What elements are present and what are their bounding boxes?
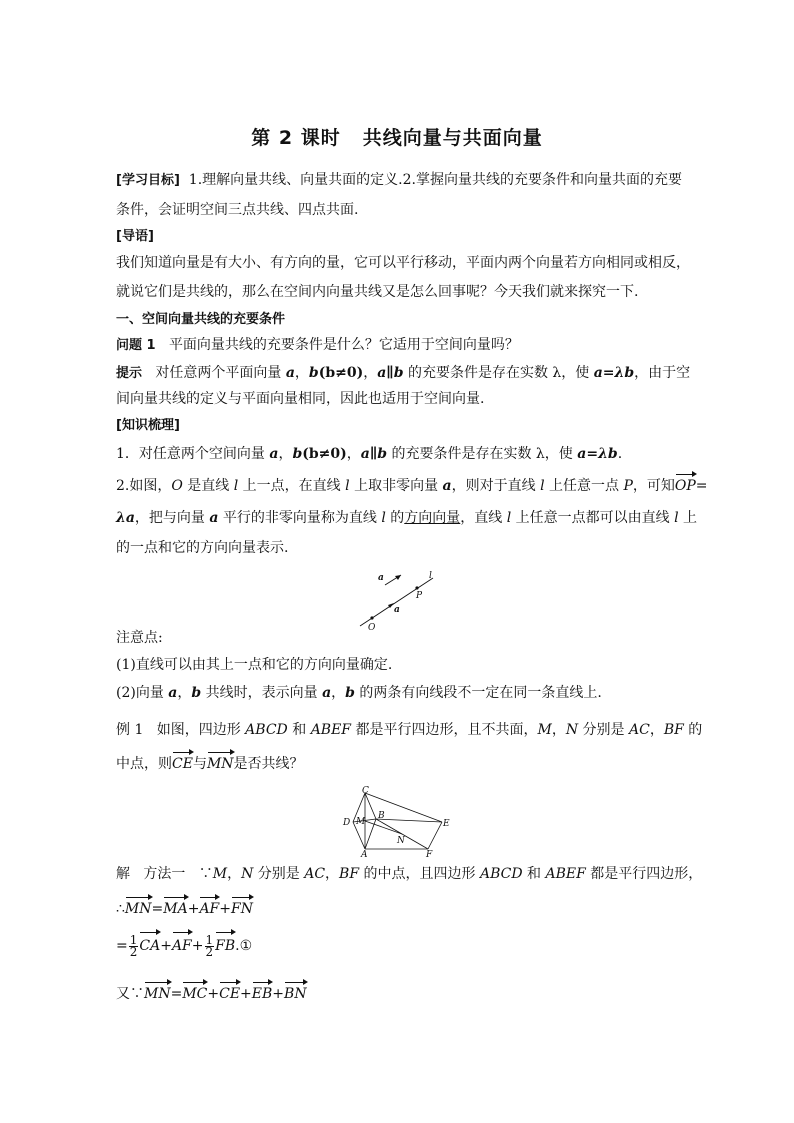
fraction-half: $\frac{1}{2}$ [205,932,214,959]
notes-heading: 注意点: [116,630,163,646]
example-1-line-1: 例 1 如图，四边形 ABCD 和 ABEF 都是平行四边形，且不共面，M，N 分别是 AC，BF 的 [116,722,703,738]
vector-a-arrowhead [395,575,401,580]
knowledge-heading: [知识梳理] [116,418,180,433]
edge-FE [428,822,442,849]
label-D: D [343,818,351,828]
solution-equation-2: = $\frac{1}{2}$ CA+AF+ $\frac{1}{2}$ FB.① [116,932,253,959]
label-a-top: a [378,573,384,583]
vector-MN: MN [206,756,234,772]
intro-line-1: 我们知道向量是有大小、有方向的量，它可以平行移动，平面内两个向量若方向相同或相反， [116,255,690,271]
vector-CE: CE [172,756,193,772]
label-N: N [397,836,405,846]
lesson-topic: 共线向量与共面向量 [362,127,543,149]
label-A: A [361,850,368,858]
note-2: (2)向量 a，b 共线时，表示向量 a，b 的两条有向线段不一定在同一条直线上. [116,685,602,701]
point-O [370,616,373,619]
edge-AB [365,819,376,849]
label-l: l [429,571,432,581]
label-F: F [426,850,433,858]
line-direction-figure [355,568,445,632]
solution-equation-3: 又∵MN=MC+CE+EB+BN [116,986,307,1002]
solution-equation-1: ∴MN=MA+AF+FN [116,901,253,917]
label-P: P [416,591,423,601]
solution-line-1: 解 方法一 ∵M，N 分别是 AC，BF 的中点，且四边形 ABCD 和 ABEF 都是平行四边形， [116,866,703,882]
lesson-number: 第 2 课时 [251,127,341,149]
intro-line-2: 就说它们是共线的，那么在空间内向量共线又是怎么回事呢？今天我们就来探究一下. [116,284,639,300]
label-B: B [378,811,385,821]
knowledge-item-1: 1．对任意两个空间向量 a，b(b≠0)，a∥b 的充要条件是存在实数 λ，使 a=λb. [116,446,623,462]
knowledge-item-2-line-1: 2.如图，O 是直线 l 上一点，在直线 l 上取非零向量 a，则对于直线 l 上任意一点 P，可知OP= [116,478,708,494]
knowledge-item-2-line-3: 的一点和它的方向向量表示. [116,540,289,556]
parallelograms-figure [338,786,458,858]
hint-line-1: 提示 对任意两个平面向量 a，b(b≠0)，a∥b 的充要条件是存在实数 λ，使 a=λb，由于空 [116,365,691,381]
page-title [0,123,794,150]
edge-CE [365,793,442,822]
section-heading: 一、空间向量共线的充要条件 [116,312,286,327]
objectives-line-2: 条件，会证明空间三点共线、四点共面. [116,202,359,218]
edge-BE [376,819,442,822]
knowledge-item-2-line-2: λa，把与向量 a 平行的非零向量称为直线 l 的方向向量，直线 l 上任意一点都可以由直线 l 上 [116,510,698,526]
hint-line-2: 间向量共线的定义与平面向量相同，因此也适用于空间向量. [116,391,485,407]
label-E: E [443,819,450,829]
intro-heading: [导语] [116,229,154,244]
label-C: C [362,786,369,796]
label-a-mid: a [394,605,400,615]
direction-vector-term: 方向向量 [404,510,461,526]
example-1-line-2: 中点，则CE与MN是否共线？ [116,756,304,772]
question-1: 问题 1 平面向量共线的充要条件是什么？它适用于空间向量吗？ [116,337,519,353]
label-M: M [356,817,366,827]
note-1: (1)直线可以由其上一点和它的方向向量确定. [116,657,393,673]
label-O: O [368,623,376,632]
vector-OP: OP [674,478,696,494]
objectives-line-1: [学习目标] 1.理解向量共线、向量共面的定义.2.掌握向量共线的充要条件和向量共面的充要 [116,172,682,188]
fraction-half: $\frac{1}{2}$ [129,932,138,959]
point-P [415,586,418,589]
